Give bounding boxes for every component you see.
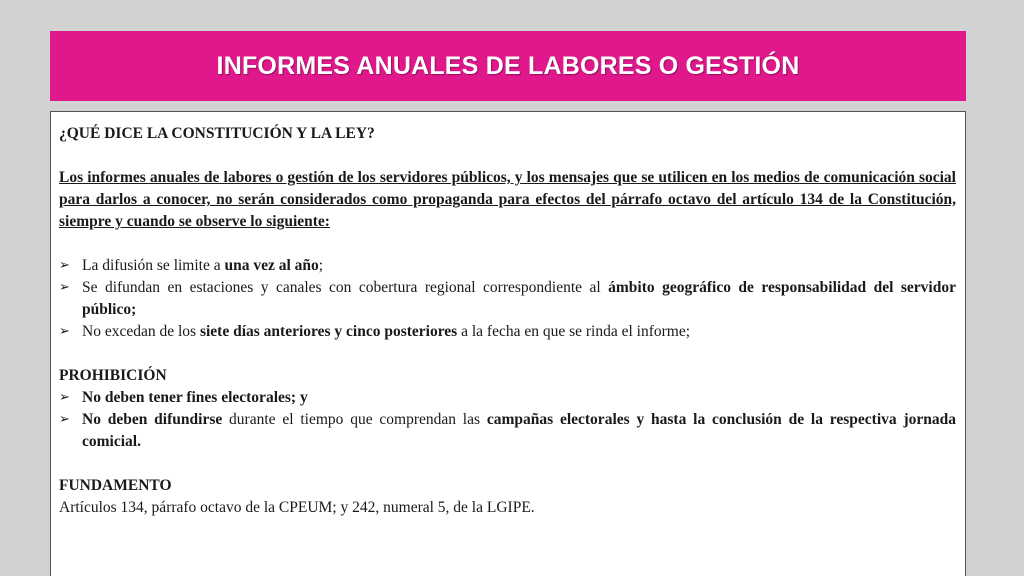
fundamento-text: Artículos 134, párrafo octavo de la CPEUM; y 242, numeral 5, de la LGIPE. bbox=[59, 499, 535, 516]
list-item: ➢ La difusión se limite a una vez al año; bbox=[59, 255, 956, 277]
prohibicion-list bbox=[59, 387, 956, 453]
list-item: ➢ No deben tener fines electorales; y bbox=[59, 387, 956, 409]
fundamento-heading: FUNDAMENTO bbox=[59, 477, 172, 494]
list-item: ➢ No deben difundirse durante el tiempo que comprendan las campañas electorales y hasta la conclusión de la respectiva jornada comicial. bbox=[59, 411, 956, 450]
arrow-bullet-icon: ➢ bbox=[59, 324, 70, 339]
list-item: ➢ No excedan de los siete días anteriores y cinco posteriores a la fecha en que se rinda el informe; bbox=[59, 321, 956, 343]
intro-paragraph: Los informes anuales de labores o gestión de los servidores públicos, y los mensajes que se utilicen en los medios de comunicación social para darlos a conocer, no serán considerados como propaganda para efectos del párrafo octavo del artículo 134 de la Constitución, siempre y cuando se observe lo siguiente: bbox=[59, 169, 956, 230]
content-panel bbox=[50, 111, 966, 576]
arrow-bullet-icon: ➢ bbox=[59, 258, 70, 273]
arrow-bullet-icon: ➢ bbox=[59, 412, 70, 427]
spacer bbox=[59, 233, 956, 255]
spacer bbox=[59, 343, 956, 365]
arrow-bullet-icon: ➢ bbox=[59, 390, 70, 405]
intro-heading: ¿QUÉ DICE LA CONSTITUCIÓN Y LA LEY? bbox=[59, 125, 375, 142]
spacer bbox=[59, 145, 956, 167]
prohibicion-heading: PROHIBICIÓN bbox=[59, 367, 167, 384]
arrow-bullet-icon: ➢ bbox=[59, 280, 70, 295]
conditions-list bbox=[59, 255, 956, 343]
page-title: INFORMES ANUALES DE LABORES O GESTIÓN bbox=[216, 51, 800, 80]
title-banner bbox=[50, 31, 966, 101]
spacer bbox=[59, 453, 956, 475]
list-item: ➢ Se difundan en estaciones y canales con cobertura regional correspondiente al ámbito geográfico de responsabilidad del servidor público; bbox=[59, 279, 956, 318]
